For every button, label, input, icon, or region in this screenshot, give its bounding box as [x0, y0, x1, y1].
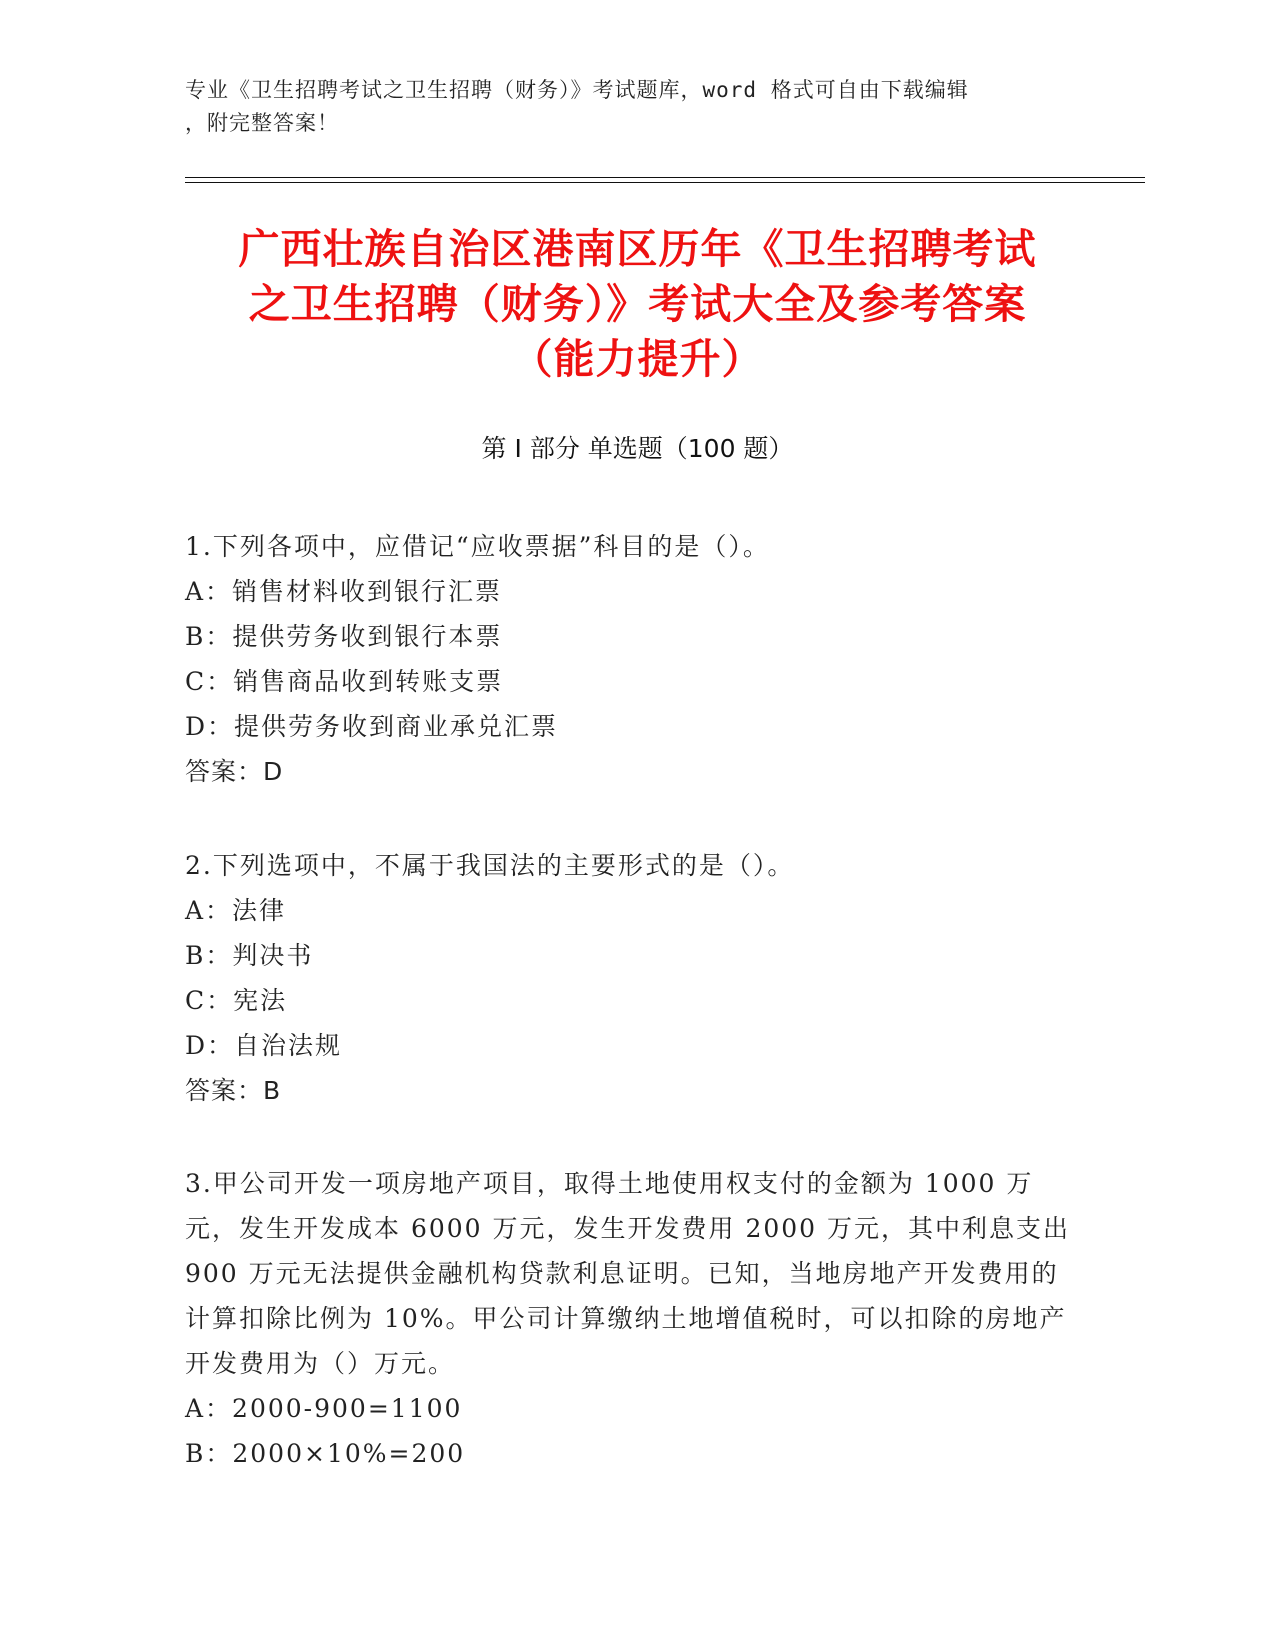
question-option-c: C：销售商品收到转账支票 [185, 667, 504, 696]
question-option-d: D：提供劳务收到商业承兑汇票 [185, 712, 559, 741]
question-stem: 3.甲公司开发一项房地产项目，取得土地使用权支付的金额为 1000 万元，发生开发成本 6000 万元，发生开发费用 2000 万元，其中利息支出 900 万元无法提供金融机构贷款利息证明。已知，当地房地产开发费用的计算扣除比例为 10%。甲公司计算缴纳土地增值税时，可以扣除的房地产开发费用为（）万元。 [185, 1169, 1071, 1378]
question-option-b: B：2000×10%=200 [185, 1439, 466, 1468]
question-3 [185, 1161, 1085, 1476]
question-2 [185, 843, 1085, 1113]
section-heading: 第 I 部分 单选题（100 题） [481, 434, 794, 463]
header-note [185, 74, 1065, 140]
header-divider-bottom [185, 182, 1145, 183]
document-title-line-1: 广西壮族自治区港南区历年《卫生招聘考试 [238, 225, 1037, 273]
question-option-a: A：2000-900=1100 [185, 1394, 463, 1423]
question-option-a: A：法律 [185, 896, 287, 925]
question-stem: 1.下列各项中，应借记“应收票据”科目的是（）。 [185, 532, 770, 561]
question-option-d: D：自治法规 [185, 1031, 343, 1060]
header-note-line-1: 专业《卫生招聘考试之卫生招聘（财务）》考试题库，word 格式可自由下载编辑 [185, 78, 969, 102]
header-divider-top [185, 177, 1145, 178]
question-1 [185, 524, 1085, 794]
document-title-line-2: 之卫生招聘（财务）》考试大全及参考答案 [248, 280, 1027, 328]
question-answer: 答案：B [185, 1076, 282, 1105]
question-option-b: B：判决书 [185, 941, 314, 970]
question-answer: 答案：D [185, 757, 284, 786]
question-option-c: C：宪法 [185, 986, 288, 1015]
question-stem: 2.下列选项中，不属于我国法的主要形式的是（）。 [185, 851, 795, 880]
question-option-b: B：提供劳务收到银行本票 [185, 622, 503, 651]
document-title [160, 222, 1115, 387]
question-option-a: A：销售材料收到银行汇票 [185, 577, 503, 606]
header-note-line-2: ，附完整答案！ [185, 111, 339, 135]
document-title-line-3: （能力提升） [511, 335, 764, 383]
